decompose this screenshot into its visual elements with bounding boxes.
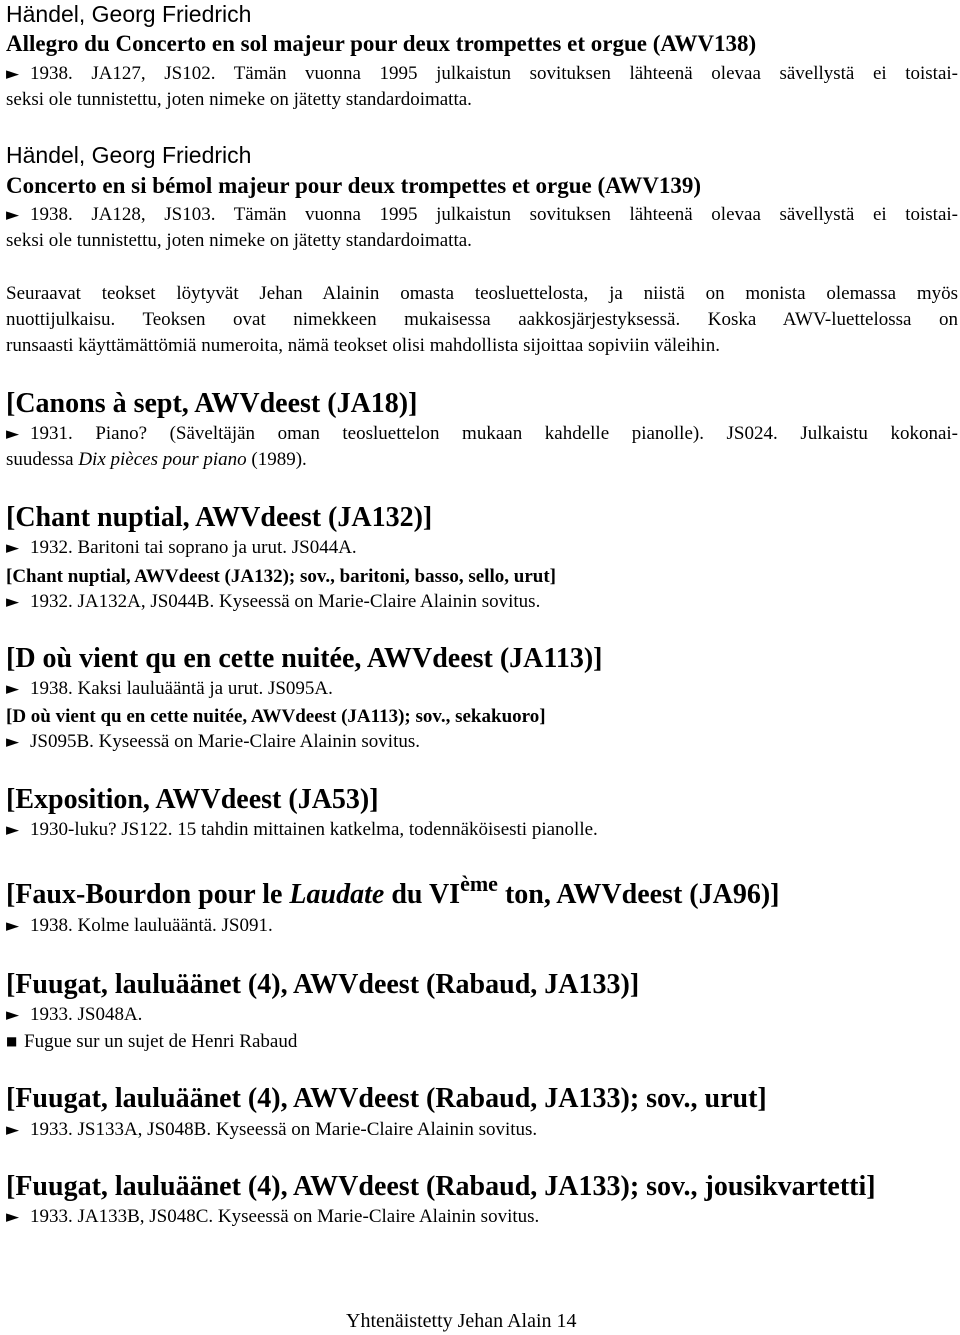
page-footer: Yhtenäistetty Jehan Alain 14	[346, 1310, 577, 1332]
entry-text-line: ► 1938. Kolme lauluääntä. JS091.	[6, 913, 958, 939]
arrow-right-icon: ►	[6, 916, 20, 936]
entry-text-line: ► 1933. JS048A.	[6, 1002, 958, 1028]
arrow-right-icon: ►	[6, 1207, 20, 1227]
arrow-right-icon: ►	[6, 1120, 20, 1140]
arrow-right-icon: ►	[6, 1005, 20, 1025]
intro-line: Seuraavat teokset löytyvät Jehan Alainin omasta teosluettelosta, ja niistä on monista olemassa myös	[6, 283, 958, 304]
entry-text-line: ► 1932. JA132A, JS044B. Kyseessä on Marie-Claire Alainin sovitus.	[6, 589, 958, 615]
composer-name: Händel, Georg Friedrich	[6, 142, 252, 168]
section-title: [Faux-Bourdon pour le Laudate du VIème ton, AWVdeest (JA96)]	[6, 871, 780, 910]
entry-text-line: ► 1938. JA128, JS103. Tämän vuonna 1995 julkaistun sovituksen lähteenä olevaa sävellystä ei toistai-	[6, 202, 958, 228]
square-icon: ■	[6, 1034, 18, 1048]
subsection-title: [Chant nuptial, AWVdeest (JA132); sov., baritoni, basso, sello, urut]	[6, 566, 556, 587]
composer-name: Händel, Georg Friedrich	[6, 1, 252, 27]
arrow-right-icon: ►	[6, 538, 20, 558]
entry-text-line: ► 1932. Baritoni tai soprano ja urut. JS044A.	[6, 535, 958, 561]
section-title: [D où vient qu en cette nuitée, AWVdeest (JA113)]	[6, 643, 603, 674]
arrow-right-icon: ►	[6, 679, 20, 699]
intro-line: runsaasti käyttämättömiä numeroita, nämä teokset olisi mahdollista sijoittaa sopiviin väleihin.	[6, 335, 720, 356]
arrow-right-icon: ►	[6, 205, 20, 225]
section-title: [Chant nuptial, AWVdeest (JA132)]	[6, 502, 433, 533]
arrow-right-icon: ►	[6, 424, 20, 444]
entry-text-line: ► 1938. JA127, JS102. Tämän vuonna 1995 julkaistun sovituksen lähteenä olevaa sävellystä ei toistai-	[6, 61, 958, 87]
entry-text-line: ► 1933. JA133B, JS048C. Kyseessä on Marie-Claire Alainin sovitus.	[6, 1204, 958, 1230]
work-title: Allegro du Concerto en sol majeur pour deux trompettes et orgue (AWV138)	[6, 31, 757, 56]
subsection-title: [D où vient qu en cette nuitée, AWVdeest (JA113); sov., sekakuoro]	[6, 706, 546, 727]
intro-line: nuottijulkaisu. Teoksen ovat nimekkeen mukaisessa aakkosjärjestyksessä. Koska AWV-luettelossa on	[6, 309, 958, 330]
entry-text-line: ► JS095B. Kyseessä on Marie-Claire Alainin sovitus.	[6, 729, 958, 755]
entry-text-line: ► 1930-luku? JS122. 15 tahdin mittainen katkelma, todennäköisesti pianolle.	[6, 817, 958, 843]
arrow-right-icon: ►	[6, 64, 20, 84]
section-title: [Fuugat, lauluäänet (4), AWVdeest (Rabaud, JA133); sov., jousikvartetti]	[6, 1171, 876, 1202]
entry-text-line: ► 1938. Kaksi lauluääntä ja urut. JS095A.	[6, 676, 958, 702]
arrow-right-icon: ►	[6, 820, 20, 840]
work-title: Concerto en si bémol majeur pour deux trompettes et orgue (AWV139)	[6, 173, 702, 198]
entry-text-line: ► 1933. JS133A, JS048B. Kyseessä on Marie-Claire Alainin sovitus.	[6, 1117, 958, 1143]
entry-text-line: suudessa Dix pièces pour piano (1989).	[6, 449, 307, 470]
section-title: [Fuugat, lauluäänet (4), AWVdeest (Rabaud, JA133)]	[6, 969, 640, 1000]
entry-text-line: seksi ole tunnistettu, joten nimeke on jätetty standardoimatta.	[6, 230, 472, 251]
entry-text-line: ► 1931. Piano? (Säveltäjän oman teosluettelon mukaan kahdelle pianolle). JS024. Julkaistu kokonai-	[6, 421, 958, 447]
arrow-right-icon: ►	[6, 592, 20, 612]
entry-text-line: seksi ole tunnistettu, joten nimeke on jätetty standardoimatta.	[6, 89, 472, 110]
section-title: [Exposition, AWVdeest (JA53)]	[6, 784, 379, 815]
arrow-right-icon: ►	[6, 732, 20, 752]
section-title: [Fuugat, lauluäänet (4), AWVdeest (Rabaud, JA133); sov., urut]	[6, 1083, 767, 1114]
section-title: [Canons à sept, AWVdeest (JA18)]	[6, 388, 418, 419]
entry-text-line: ■ Fugue sur un sujet de Henri Rabaud	[6, 1028, 958, 1055]
